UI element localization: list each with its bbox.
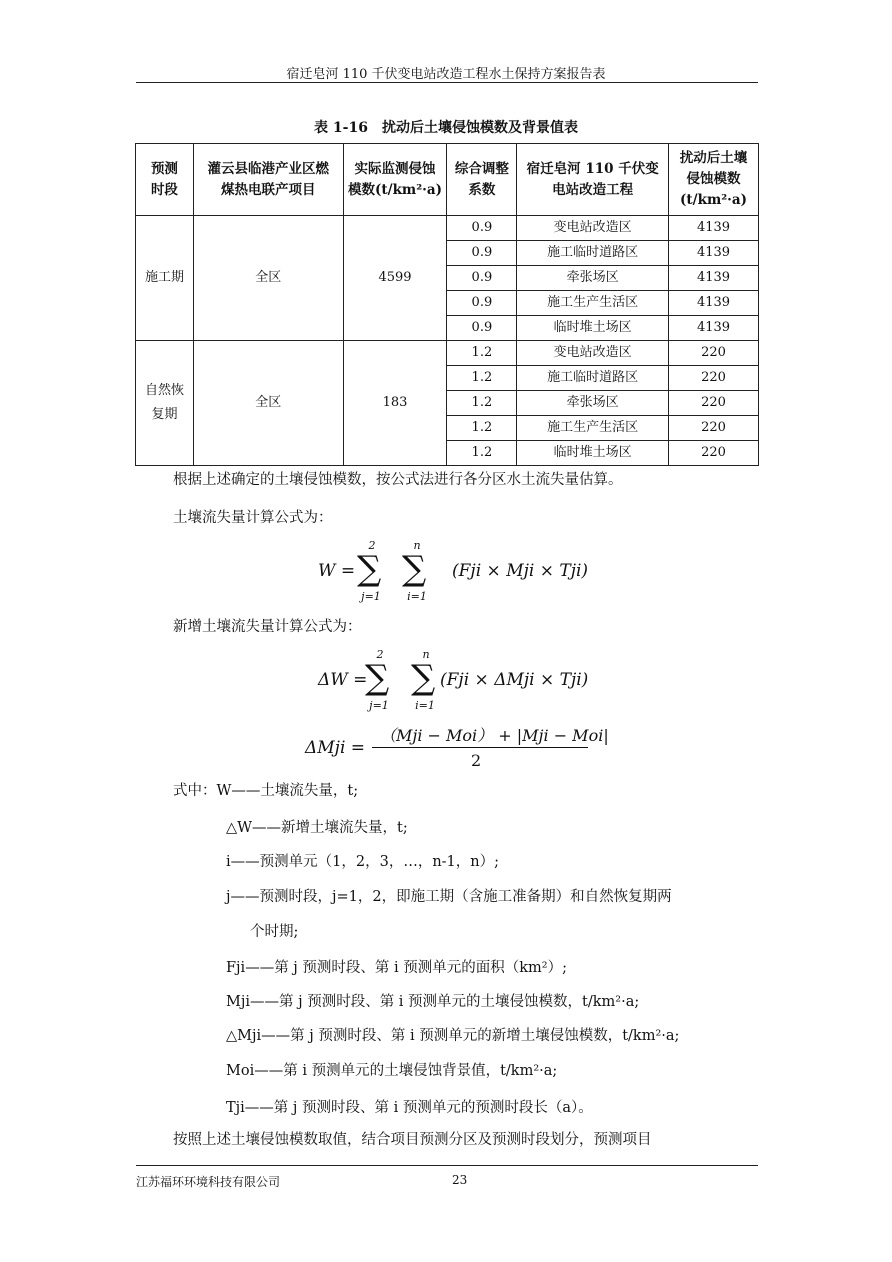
modulus-cell: 4139 — [669, 291, 759, 316]
formula-lhs: W = — [318, 561, 356, 581]
fraction-line — [372, 747, 588, 748]
modulus-cell: 4139 — [669, 241, 759, 266]
fraction-denominator: 2 — [471, 751, 482, 770]
header-rule — [136, 82, 758, 83]
zone-cell: 变电站改造区 — [517, 341, 669, 366]
footer-company: 江苏福环环境科技有限公司 — [136, 1175, 281, 1189]
header-cell: 综合调整 系数 — [447, 144, 517, 216]
definition: Tji——第 j 预测时段、第 i 预测单元的预测时段长（a）。 — [226, 1100, 593, 1116]
modulus-cell: 4139 — [669, 316, 759, 341]
paragraph: 新增土壤流失量计算公式为： — [173, 619, 362, 635]
period-cell: 自然恢 复期 — [136, 341, 194, 466]
modulus-cell: 4139 — [669, 266, 759, 291]
formula-rhs: (Fji × ΔMji × Tji) — [440, 670, 589, 690]
definition: j——预测时段，j=1，2，即施工期（含施工准备期）和自然恢复期两 — [226, 889, 672, 905]
coef-cell: 0.9 — [447, 216, 517, 241]
definition: Mji——第 j 预测时段、第 i 预测单元的土壤侵蚀模数，t/km²·a; — [226, 994, 640, 1010]
table-row — [136, 216, 759, 241]
definition: 个时期; — [250, 924, 299, 940]
paragraph: 土壤流失量计算公式为： — [173, 510, 333, 526]
sum-symbol: ∑ — [357, 549, 382, 589]
zone-cell: 施工生产生活区 — [517, 416, 669, 441]
zone-cell: 临时堆土场区 — [517, 316, 669, 341]
coef-cell: 1.2 — [447, 366, 517, 391]
project-cell: 全区 — [193, 216, 343, 341]
modulus-cell: 220 — [669, 366, 759, 391]
zone-cell: 牵张场区 — [517, 391, 669, 416]
formula-rhs: (Fji × Mji × Tji) — [452, 561, 589, 581]
zone-cell: 施工临时道路区 — [517, 241, 669, 266]
paragraph: 根据上述确定的土壤侵蚀模数，按公式法进行各分区水土流失量估算。 — [173, 472, 623, 488]
sum-lower: i=1 — [415, 699, 435, 712]
coef-cell: 0.9 — [447, 316, 517, 341]
period-cell: 施工期 — [136, 216, 194, 341]
definition: i——预测单元（1，2，3，…，n-1，n）; — [226, 854, 499, 870]
sum-symbol: ∑ — [402, 549, 427, 589]
table-title: 表 1-16 扰动后土壤侵蚀模数及背景值表 — [314, 120, 578, 136]
sum-lower: i=1 — [407, 590, 427, 603]
sum-lower: j=1 — [369, 699, 389, 712]
coef-cell: 1.2 — [447, 416, 517, 441]
definition: Moi——第 i 预测单元的土壤侵蚀背景值，t/km²·a; — [226, 1063, 558, 1079]
fraction-numerator: （Mji − Moi） + |Mji − Moi| — [380, 726, 609, 745]
header-cell: 预测 时段 — [136, 144, 194, 216]
modulus-cell: 4139 — [669, 216, 759, 241]
monitored-cell: 183 — [343, 341, 447, 466]
zone-cell: 牵张场区 — [517, 266, 669, 291]
definition: △W——新增土壤流失量，t; — [226, 820, 408, 836]
sum-symbol: ∑ — [411, 658, 436, 698]
footer-rule — [136, 1165, 758, 1166]
coef-cell: 0.9 — [447, 266, 517, 291]
header-cell: 扰动后土壤 侵蚀模数 (t/km²·a) — [669, 144, 759, 216]
coef-cell: 1.2 — [447, 441, 517, 466]
modulus-cell: 220 — [669, 416, 759, 441]
header-cell: 灌云县临港产业区燃 煤热电联产项目 — [193, 144, 343, 216]
monitored-cell: 4599 — [343, 216, 447, 341]
sum-upper: n — [422, 648, 430, 661]
formula-lhs: ΔW = — [318, 670, 368, 690]
zone-cell: 施工生产生活区 — [517, 291, 669, 316]
sum-lower: j=1 — [361, 590, 381, 603]
zone-cell: 变电站改造区 — [517, 216, 669, 241]
project-cell: 全区 — [193, 341, 343, 466]
modulus-cell: 220 — [669, 441, 759, 466]
header-cell: 实际监测侵蚀 模数(t/km²·a) — [343, 144, 447, 216]
paragraph: 按照上述土壤侵蚀模数取值，结合项目预测分区及预测时段划分，预测项目 — [173, 1132, 652, 1148]
modulus-cell: 220 — [669, 341, 759, 366]
sum-upper: n — [413, 539, 421, 552]
coef-cell: 0.9 — [447, 291, 517, 316]
where-text: 式中：W——土壤流失量，t; — [173, 783, 359, 799]
table-row — [136, 341, 759, 366]
page-header: 宿迁皂河 110 千伏变电站改造工程水土保持方案报告表 — [286, 67, 606, 82]
table-header-row — [136, 144, 759, 216]
coef-cell: 0.9 — [447, 241, 517, 266]
zone-cell: 临时堆土场区 — [517, 441, 669, 466]
definition: △Mji——第 j 预测时段、第 i 预测单元的新增土壤侵蚀模数，t/km²·a; — [226, 1028, 680, 1044]
sum-symbol: ∑ — [365, 658, 390, 698]
coef-cell: 1.2 — [447, 341, 517, 366]
sum-upper: 2 — [376, 648, 384, 661]
erosion-table — [135, 143, 759, 466]
sum-upper: 2 — [368, 539, 376, 552]
page-number: 23 — [452, 1173, 468, 1187]
definition: Fji——第 j 预测时段、第 i 预测单元的面积（km²）; — [226, 960, 567, 976]
header-cell: 宿迁皂河 110 千伏变 电站改造工程 — [517, 144, 669, 216]
formula-lhs: ΔMji = — [305, 738, 366, 758]
modulus-cell: 220 — [669, 391, 759, 416]
coef-cell: 1.2 — [447, 391, 517, 416]
zone-cell: 施工临时道路区 — [517, 366, 669, 391]
